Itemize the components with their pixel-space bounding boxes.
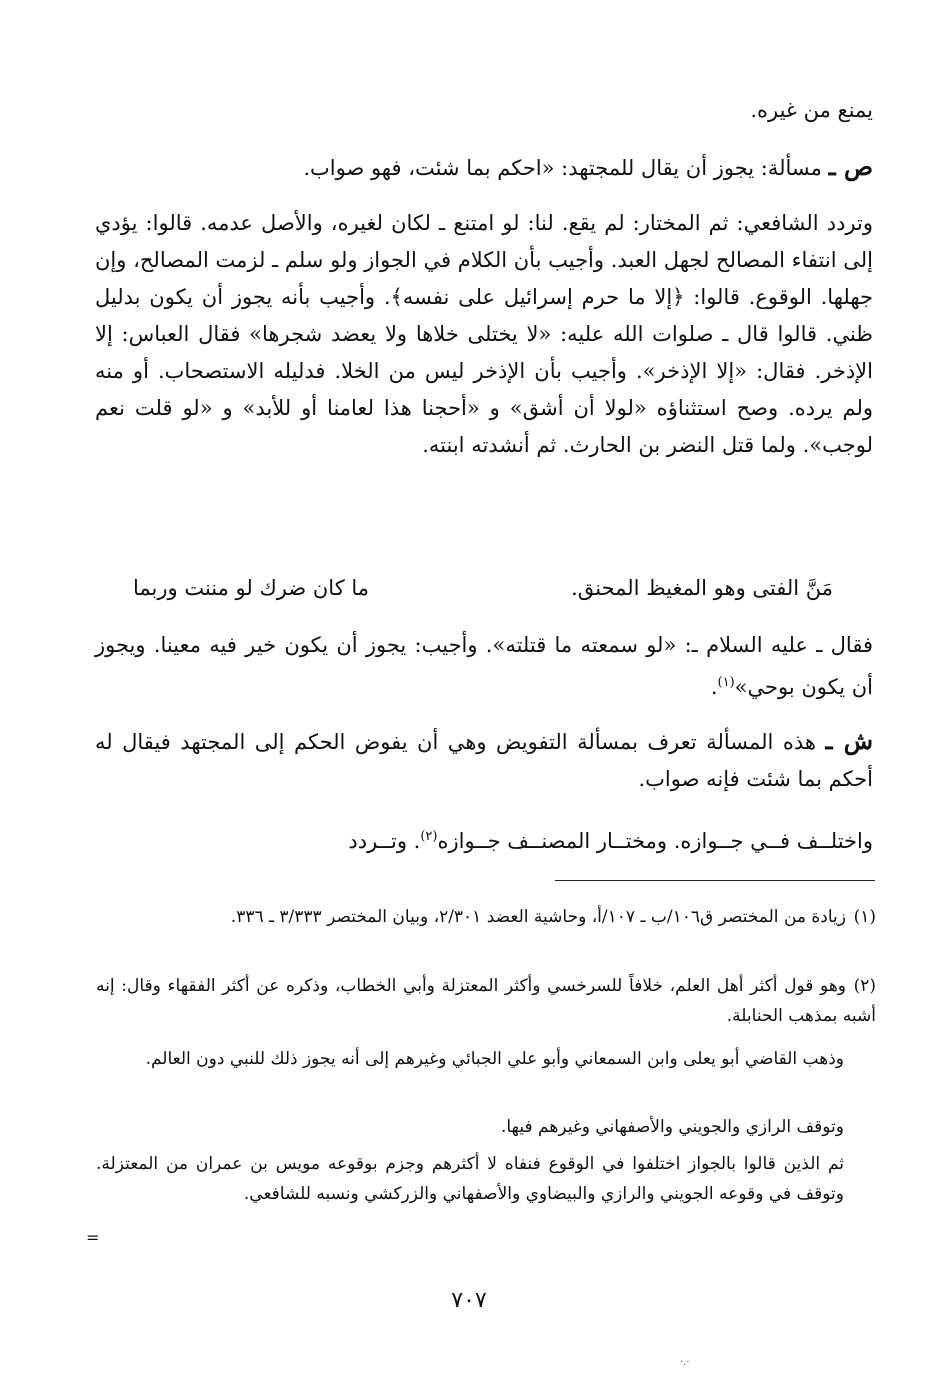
footnote-text: وتوقف الرازي والجويني والأصفهاني وغيرهم فيها. (500, 1117, 844, 1137)
footnote-text: وهو قول أكثر أهل العلم، خلافاً للسرخسي وأكثر المعتزلة وأبي الخطاب، وذكره عن أكثر الفقهاء وقال: إنه أشبه بمذهب الحنابلة. (96, 976, 876, 1026)
footnote-1 (96, 902, 876, 932)
text-span: هذه المسألة تعرف بمسألة التفويض وهي أن يفوض الحكم إلى المجتهد فيقال له أحكم بما شئت فإنه صواب. (95, 730, 873, 791)
footnote-text: ثم الذين قالوا بالجواز اختلفوا في الوقوع فنفاه لا أكثرهم وجزم بوقوعه مويس بن عمران من المعتزلة. وتوقف في وقوعه الجويني والرازي والبيضاوي والأصفهاني والزركشي ونسبه للشافعي. (96, 1154, 844, 1204)
poetry-verse (133, 570, 833, 606)
footnote-2-para-2 (96, 1044, 844, 1074)
verse-hemistich-right: ما كان ضرك لو مننت وربما (133, 576, 370, 600)
page-number: ٧٠٧ (451, 1288, 487, 1313)
text-line-opening (95, 92, 873, 129)
text-span: مسألة: يجوز أن يقال للمجتهد: «احكم بما شئت، فهو صواب. (303, 156, 829, 180)
text-span: واختلــف فــي جــوازه. ومختــار المصنــف جــوازه (437, 829, 873, 853)
paragraph-final (95, 818, 873, 860)
scan-specks: ·.· (680, 1357, 690, 1368)
text-span: . (710, 675, 718, 699)
text-span: . وتــردد (348, 829, 421, 853)
footnote-ref-2: (٢) (420, 829, 438, 844)
continuation-mark: = (86, 1228, 100, 1247)
paragraph-main (95, 205, 873, 464)
text-span: فقال ـ عليه السلام ـ: «لو سمعته ما قتلته». وأجيب: يجوز أن يكون خير فيه معينا. ويجوز أن يكون بوحي» (95, 633, 873, 699)
footnote-text: وذهب القاضي أبو يعلى وابن السمعاني وأبو علي الجبائي وغيرهم إلى أنه يجوز ذلك للنبي دون العالم. (145, 1049, 844, 1069)
verse-hemistich-left: مَنَّ الفتى وهو المغيظ المحنق. (571, 576, 833, 600)
footnote-2-para-4 (96, 1149, 844, 1209)
footnote-separator (555, 880, 875, 881)
footnote-2 (96, 971, 876, 1031)
shin-marker: ش ـ (825, 726, 873, 755)
footnote-text: زيادة من المختصر ق١٠٦/ب ـ ١٠٧/أ، وحاشية العضد ٢/٣٠١، وبيان المختصر ٣/٣٣٣ ـ ٣٣٦. (230, 907, 846, 927)
footnote-number: (١) (853, 907, 876, 927)
sad-marker: ص ـ (828, 152, 873, 181)
text-span: وتردد الشافعي: ثم المختار: لم يقع. لنا: لو امتنع ـ لكان لغيره، والأصل عدمه. قالوا: يؤدي إلى انتفاء المصالح لجهل العبد. وأجيب بأن الكلام في الجواز ولو سلم ـ لزمت المصالح، وإن جهلها. الوقوع. قالوا: ﴿إلا ما حرم إسرائيل على نفسه﴾. وأجيب بأنه يجوز أن يكون بدليل ظني. قالوا قال ـ صلوات الله عليه: «لا يختلى خلاها ولا يعضد شجرها» فقال العباس: إلا الإذخر. فقال: «إلا الإذخر». وأجيب بأن الإذخر ليس من الخلا. فدليله الاستصحاب. أو منه ولم يرده. وصح استثناؤه «لولا أن أشق» و «أحجنا هذا لعامنا أو للأبد» و «لو قلت نعم لوجب». ولما قتل النضر بن الحارث. ثم أنشدته ابنته. (95, 211, 873, 457)
paragraph-commentary (95, 722, 873, 798)
text-span: يمنع من غيره. (750, 98, 873, 122)
paragraph-issue (95, 148, 873, 187)
footnote-number: (٢) (853, 976, 876, 996)
footnote-2-para-3 (96, 1112, 844, 1142)
paragraph-reply (95, 627, 873, 706)
footnote-ref-1: (١) (717, 675, 735, 690)
